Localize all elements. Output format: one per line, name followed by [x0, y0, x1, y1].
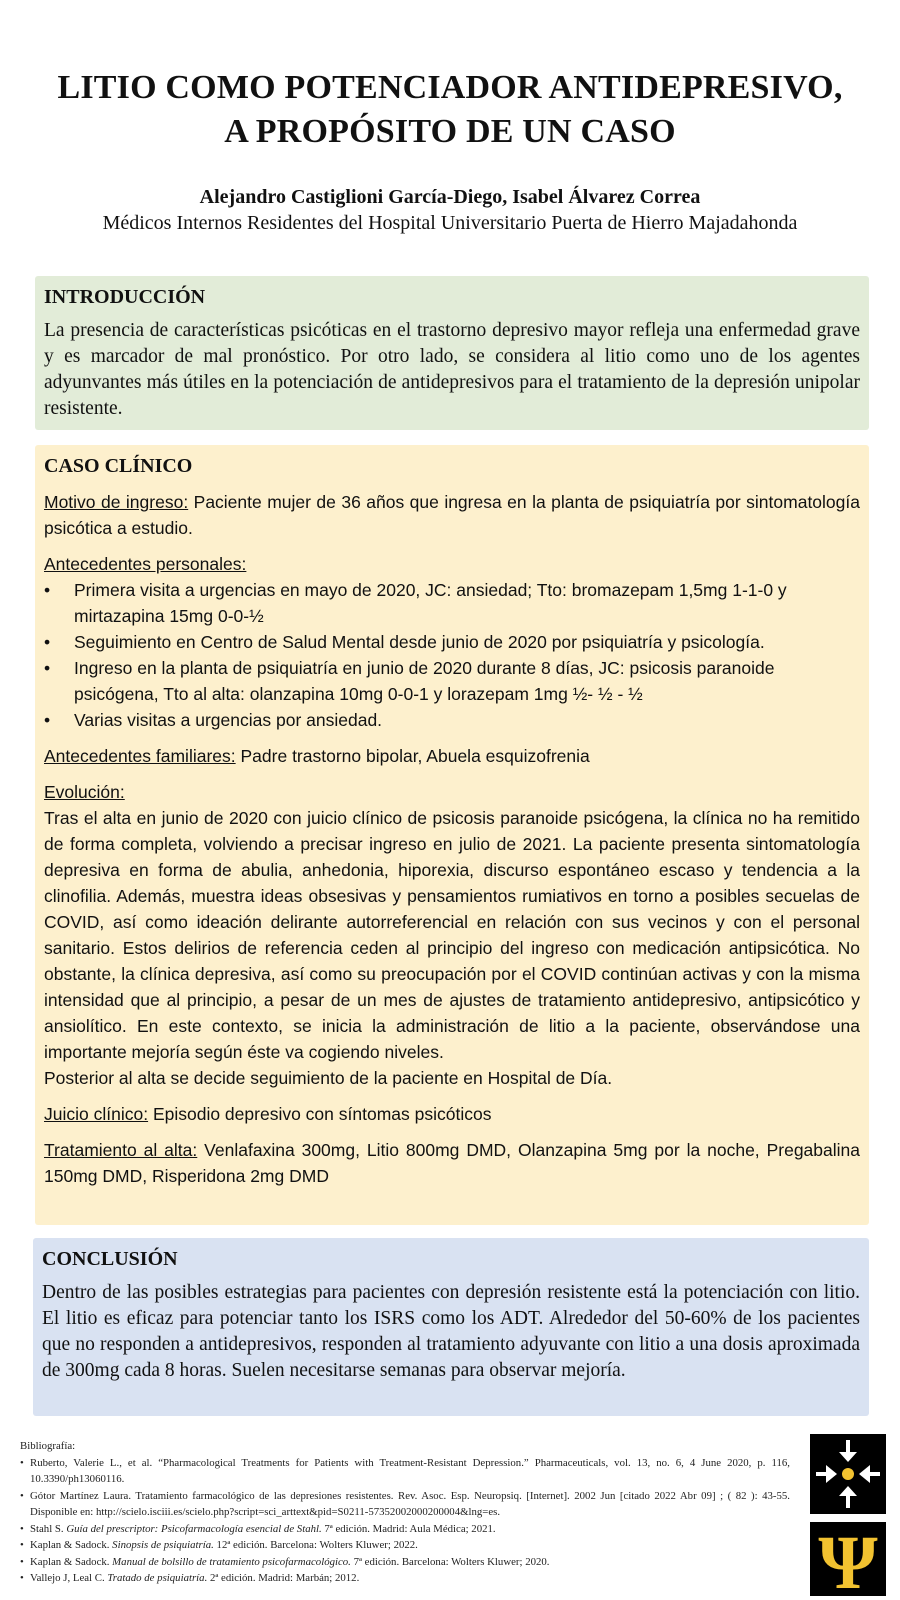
psi-logo-icon [810, 1522, 886, 1596]
reference-title: Guía del prescriptor: Psicofarmacología esencial de Stahl. [66, 1522, 322, 1535]
tratamiento-paragraph [44, 1137, 860, 1189]
familiares-text: Padre trastorno bipolar, Abuela esquizofrenia [235, 746, 590, 766]
reference-item [20, 1554, 790, 1571]
reference-title: Manual de bolsillo de tratamiento psicofarmacológico. [112, 1555, 351, 1568]
antecedentes-list [44, 577, 860, 733]
list-item: • Seguimiento en Centro de Salud Mental desde junio de 2020 por psiquiatría y psicología. [44, 629, 860, 655]
juicio-label: Juicio clínico: [44, 1104, 149, 1124]
evolucion-text: Tras el alta en junio de 2020 con juicio clínico de psicosis paranoide psicógena, la clínica no ha remitido de forma completa, volviendo a precisar ingreso en julio de 2021. La paciente presenta sintomatología depresiva en forma de abulia, anhedonia, hiporexia, discurso espontáneo escaso y tendencia a la clinofilia. Además, muestra ideas obsesivas y pensamientos rumiativos en torno a posibles secuelas de COVID, así como ideación delirante autorreferencial en relación con sus vecinos y con el personal sanitario. Estos delirios de referencia ceden al principio del ingreso con medicación antipsicótica. No obstante, la clínica depresiva, así como su preocupación por el COVID continúan activas y con la misma intensidad que al principio, a pesar de un mes de ajustes de tratamiento antidepresivo, antipsicótico y ansiolítico. En este contexto, se inicia la administración de litio a la paciente, observándose una importante mejoría según éste va cogiendo niveles. [44, 808, 860, 1062]
motivo-paragraph [44, 489, 860, 541]
motivo-text: Paciente mujer de 36 años que ingresa en la planta de psiquiatría por sintomatología psicótica a estudio. [44, 492, 860, 538]
familiares-paragraph [44, 743, 860, 769]
tratamiento-text: Venlafaxina 300mg, Litio 800mg DMD, Olanzapina 5mg por la noche, Pregabalina 150mg DMD, Risperidona 2mg DMD [44, 1140, 860, 1186]
reference-details: 7ª edición. Madrid: Aula Médica; 2021. [321, 1522, 496, 1535]
motivo-label: Motivo de ingreso: [44, 492, 189, 512]
title-line-1: LITIO COMO POTENCIADOR ANTIDEPRESIVO, [57, 69, 843, 106]
reference-item [20, 1537, 790, 1554]
list-item: • Varias visitas a urgencias por ansiedad. [44, 707, 860, 733]
conclusion-text: Dentro de las posibles estrategias para pacientes con depresión resistente está la potenciación con litio. El litio es eficaz para potenciar tanto los ISRS como los ADT. Alrededor del 50-60% de los pacientes que no responden a antidepresivos, responden al tratamiento adyuvante con litio a una dosis aproximada de 300mg cada 8 horas. Suelen necesitarse semanas para observar mejoría. [42, 1282, 860, 1381]
reference-details: 7ª edición. Barcelona: Wolters Kluwer; 2020. [350, 1555, 550, 1568]
arrows-converging-logo-icon [810, 1434, 886, 1514]
reference-title: Sinopsis de psiquiatría. [112, 1539, 214, 1551]
list-item: • Primera visita a urgencias en mayo de 2020, JC: ansiedad; Tto: bromazepam 1,5mg 1-1-0 y mirtazapina 15mg 0-0-½ [44, 577, 860, 629]
poster-title [0, 66, 900, 154]
reference-item: • Gótor Martínez Laura. Tratamiento farmacológico de las depresiones resistentes. Rev. Asoc. Esp. Neuropsiq. [Internet]. 2002 Jun [citado 2022 Abr 09] ; ( 82 ): 43-55. Disponible en: http://scielo.isciii.es/scielo.php?script=sci_arttext&pid=S0211-57352002000200004&lng=es. [20, 1488, 790, 1521]
reference-title: Tratado de psiquiatría. [107, 1572, 208, 1584]
antecedentes-label: Antecedentes personales: [44, 554, 247, 574]
title-line-2: A PROPÓSITO DE UN CASO [224, 113, 676, 150]
reference-details: 12ª edición. Barcelona: Wolters Kluwer; 2022. [213, 1539, 418, 1551]
poster-header [0, 66, 900, 236]
reference-author: Vallejo J, Leal C. [30, 1572, 108, 1584]
reference-item [20, 1521, 790, 1538]
reference-item: • Ruberto, Valerie L., et al. “Pharmacological Treatments for Patients with Treatment-Resistant Depression.” Pharmaceuticals, vol. 13, no. 6, 4 June 2020, p. 116, 10.3390/ph13060116. [20, 1455, 790, 1488]
juicio-text: Episodio depresivo con síntomas psicóticos [148, 1104, 492, 1124]
case-body [35, 479, 869, 1189]
reference-author: Stahl S. [30, 1522, 67, 1535]
intro-section [35, 276, 869, 430]
reference-details: 2ª edición. Madrid: Marbán; 2012. [207, 1572, 360, 1584]
intro-text: La presencia de características psicóticas en el trastorno depresivo mayor refleja una enfermedad grave y es marcador de mal pronóstico. Por otro lado, se considera al litio como uno de los agentes adyunvantes más útiles en la potenciación de antidepresivos para el tratamiento de la depresión unipolar resistente. [44, 320, 860, 419]
bibliography [20, 1438, 790, 1587]
affiliation: Médicos Internos Residentes del Hospital Universitario Puerta de Hierro Majadahonda [102, 212, 798, 234]
case-section [35, 445, 869, 1225]
evolucion-text-2: Posterior al alta se decide seguimiento de la paciente en Hospital de Día. [44, 1068, 613, 1088]
reference-item [20, 1570, 790, 1587]
reference-author: Kaplan & Sadock. [30, 1539, 113, 1551]
evolucion-label: Evolución: [44, 782, 125, 802]
arrows-logo-svg [810, 1434, 886, 1514]
bibliography-list [20, 1455, 790, 1587]
reference-author: Kaplan & Sadock. [30, 1555, 113, 1568]
psi-logo-svg [810, 1522, 886, 1596]
juicio-paragraph [44, 1101, 860, 1127]
conclusion-heading: CONCLUSIÓN [42, 1248, 178, 1270]
tratamiento-label: Tratamiento al alta: [44, 1140, 198, 1160]
psi-glyph: Ψ [818, 1522, 878, 1596]
authors: Alejandro Castiglioni García-Diego, Isabel Álvarez Correa [199, 186, 701, 208]
list-item: • Ingreso en la planta de psiquiatría en junio de 2020 durante 8 días, JC: psicosis paranoide psicógena, Tto al alta: olanzapina 10mg 0-0-1 y lorazepam 1mg ½- ½ - ½ [44, 655, 860, 707]
intro-heading: INTRODUCCIÓN [44, 286, 206, 308]
conclusion-section [33, 1238, 869, 1416]
case-heading: CASO CLÍNICO [44, 455, 193, 477]
bibliography-heading: Bibliografía: [20, 1440, 76, 1452]
familiares-label: Antecedentes familiares: [44, 746, 236, 766]
